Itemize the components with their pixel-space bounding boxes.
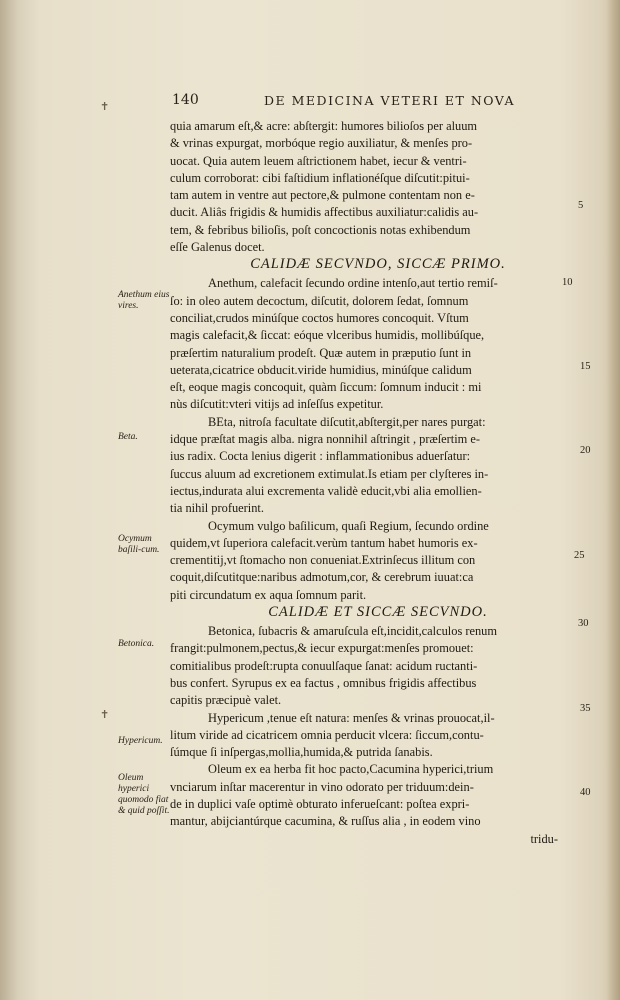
line-number: 15 [580, 361, 591, 372]
text-line: BEta, nitroſa facultate diſcutit,abſtergit,per nares purgat: [208, 414, 486, 429]
text-line: litum viride ad cicatricem omnia perducit vlcera: ſiccum,contu- [170, 727, 484, 742]
line-number: 20 [580, 445, 591, 456]
page-edge-shadow [606, 0, 620, 1000]
text-line: magis calefacit,& ſiccat: eóque vlceribus humidis, mollibúſque, [170, 328, 485, 343]
text-line: ducit. Aliâs frigidis & humidis affectibus auxiliatur:calidis au- [170, 205, 479, 220]
margin-note-hypericum: Hypericum. [118, 736, 163, 746]
margin-note-beta: Beta. [118, 432, 138, 442]
margin-note-betonica: Betonica. [118, 639, 155, 649]
text-line: coquit,diſcutitque:naribus admotum,cor, & cerebrum iuuat:ca [170, 570, 474, 585]
text-line: nùs diſcutit:vteri vitijs ad inſeſſus expetitur. [170, 397, 384, 412]
line-number: 10 [562, 277, 573, 288]
text-line: idque præſtat magis alba. nigra nonnihil aſtringit , præſertim e- [170, 432, 481, 447]
text-line: tem, & febribus bilioſis, poſt concoctionis notas exhibendum [170, 222, 471, 237]
text-line: tam autem in ventre aut pectore,& pulmone contentam non e- [170, 188, 475, 203]
line-number: 5 [578, 200, 584, 211]
page-number: 140 [172, 92, 199, 108]
text-line: tia nihil profuerint. [170, 501, 264, 516]
text-line: quia amarum eſt,& acre: abſtergit: humores bilioſos per aluum [170, 119, 478, 133]
text-line: capitis præcipuè valet. [170, 693, 282, 708]
text-line: piti circundatum ex aqua ſomnum parit. [170, 587, 367, 602]
text-line: mantur, abijciantúrque cacumina, & ruſſus alia , in eodem vino [170, 814, 481, 829]
running-title: DE MEDICINA VETERI ET NOVA [264, 93, 515, 108]
text-line: ſúmque ſi inſpergas,mollia,humida,& putrida ſanabis. [170, 745, 433, 760]
text-line: comitialibus prodeſt:rupta conuulſaque ſanat: acidum ructanti- [170, 658, 478, 673]
text-line: ſo: in oleo autem decoctum, diſcutit, dolorem ſedat, ſomnum [170, 293, 469, 308]
text-line: eſt, eoque magis concoquit, quàm ſiccum: ſomnum inducit : mi [170, 380, 482, 395]
text-line: culum corroborat: cibi faſtidium inflationéſque diſcutit:pitui- [170, 170, 470, 185]
text-line: iectus,indurata alui excrementa validè educit,vbi alia emollien- [170, 483, 482, 498]
marginal-mark-bottom: ✝ [100, 708, 110, 721]
marginal-mark-top: ✝ [100, 100, 110, 113]
line-number: 30 [578, 618, 589, 629]
text-line: & vrinas expurgat, morbóque regio auxiliatur, & menſes pro- [170, 136, 473, 151]
margin-note-anethum: Anethum eius vires. [118, 290, 170, 311]
text-line: Oleum ex ea herba fit hoc pacto,Cacumina hyperici,trium [208, 762, 494, 777]
text-line: bus confert. Syrupus ex ea factus , omnibus frigidis affectibus [170, 675, 477, 690]
margin-note-oleum: Oleum hyperici quomodo fiat & quid poſſit. [118, 773, 170, 816]
section-heading-2: CALIDÆ ET SICCÆ SECVNDO. [268, 604, 488, 621]
text-line: vnciarum inſtar macerentur in vino odorato per triduum:dein- [170, 779, 474, 794]
text-line: Ocymum vulgo baſilicum, quaſi Regium, ſecundo ordine [208, 518, 489, 533]
text-line: crementitij,vt ſtomacho non conueniat.Extrinſecus illitum con [170, 553, 476, 568]
text-line: ueterata,cicatrice obducit.viride humidius, minúſque calidum [170, 362, 472, 377]
text-line: eſſe Galenus docet. [170, 240, 265, 255]
text-line: de in duplici vaſe optimè obturato inferueſcant: poſtea expri- [170, 796, 470, 811]
text-line: Betonica, ſubacris & amaruſcula eſt,incidit,calculos renum [208, 624, 498, 639]
text-line: uocat. Quia autem leuem aſtrictionem habet, iecur & ventri- [170, 153, 467, 168]
body-text [170, 118, 566, 848]
running-header [172, 92, 572, 112]
text-line: præſertim naturalium prodeſt. Quæ autem in præputio ſunt in [170, 345, 472, 360]
text-line: Anethum, calefacit ſecundo ordine intenſo,aut tertio remiſ- [208, 276, 498, 291]
line-number: 35 [580, 703, 591, 714]
catchword: tridu- [530, 831, 558, 846]
margin-note-ocymum: Ocymum baſili-cum. [118, 534, 160, 555]
text-line: ius radix. Cocta lenius digerit : inflammationibus aduerſatur: [170, 449, 471, 464]
line-number: 40 [580, 787, 591, 798]
text-line: ſuccus aluum ad excretionem extimulat.Is etiam per clyſteres in- [170, 466, 489, 481]
text-line: Hypericum ,tenue eſt natura: menſes & vrinas prouocat,il- [208, 710, 495, 725]
section-heading-1: CALIDÆ SECVNDO, SICCÆ PRIMO. [250, 256, 506, 273]
text-line: frangit:pulmonem,pectus,& iecur expurgat:menſes promouet: [170, 641, 474, 656]
text-line: conciliat,crudos minúſque coctos humores concoquit. Vſtum [170, 310, 469, 325]
text-line: quidem,vt ſuperiora calefacit.verùm tantum habet humoris ex- [170, 535, 478, 550]
line-number: 25 [574, 550, 585, 561]
